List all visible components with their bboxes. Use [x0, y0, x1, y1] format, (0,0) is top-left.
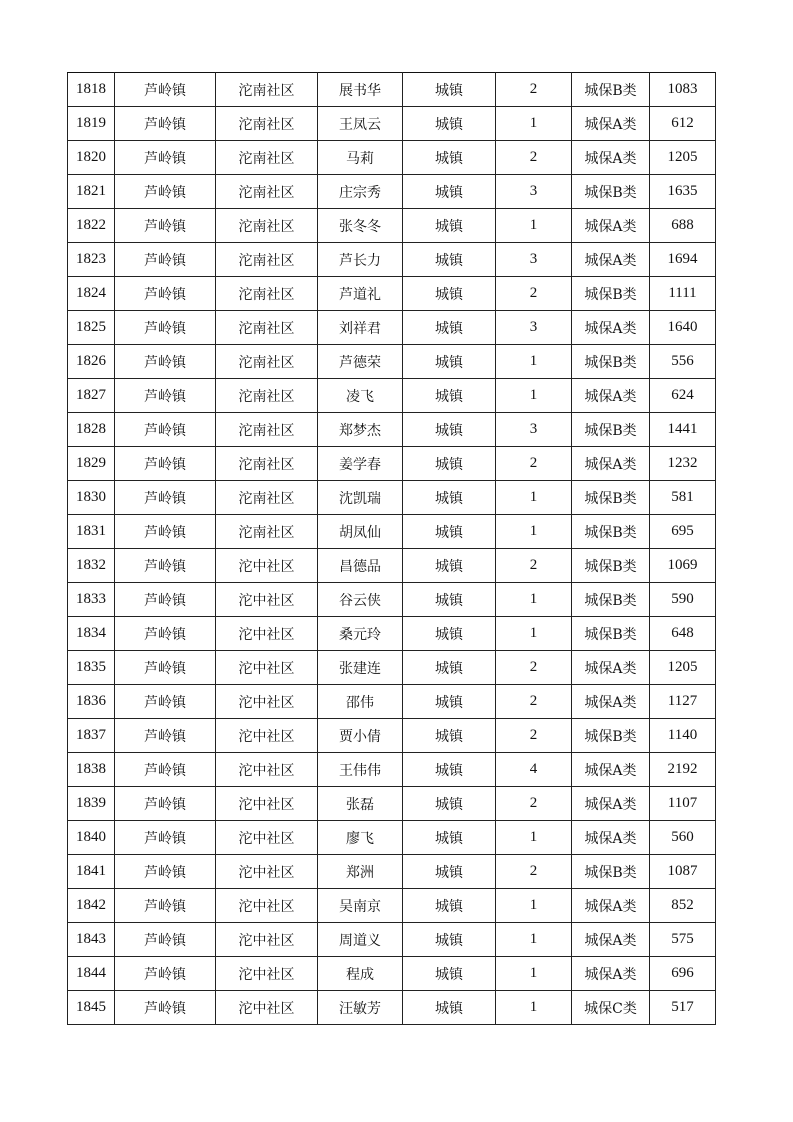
category-cell: 城保A类 — [572, 107, 650, 141]
town-cell: 芦岭镇 — [115, 515, 216, 549]
category-cell: 城保A类 — [572, 753, 650, 787]
town-cell: 芦岭镇 — [115, 821, 216, 855]
table-row — [68, 379, 716, 413]
category-cell: 城保A类 — [572, 243, 650, 277]
member-count-cell: 2 — [496, 855, 572, 889]
row-id-cell: 1832 — [68, 549, 115, 583]
person-name-cell: 周道义 — [318, 923, 403, 957]
amount-cell: 1083 — [650, 73, 716, 107]
town-cell: 芦岭镇 — [115, 311, 216, 345]
amount-cell: 560 — [650, 821, 716, 855]
row-id-cell: 1840 — [68, 821, 115, 855]
amount-cell: 1205 — [650, 651, 716, 685]
category-cell: 城保B类 — [572, 345, 650, 379]
table-row — [68, 685, 716, 719]
category-cell: 城保A类 — [572, 685, 650, 719]
town-cell: 芦岭镇 — [115, 617, 216, 651]
community-cell: 沱南社区 — [216, 73, 318, 107]
member-count-cell: 1 — [496, 481, 572, 515]
town-cell: 芦岭镇 — [115, 141, 216, 175]
person-name-cell: 马莉 — [318, 141, 403, 175]
row-id-cell: 1834 — [68, 617, 115, 651]
town-cell: 芦岭镇 — [115, 991, 216, 1025]
town-cell: 芦岭镇 — [115, 481, 216, 515]
community-cell: 沱中社区 — [216, 651, 318, 685]
member-count-cell: 1 — [496, 617, 572, 651]
household-type-cell: 城镇 — [403, 141, 496, 175]
household-type-cell: 城镇 — [403, 107, 496, 141]
person-name-cell: 展书华 — [318, 73, 403, 107]
category-cell: 城保C类 — [572, 991, 650, 1025]
category-cell: 城保B类 — [572, 73, 650, 107]
community-cell: 沱中社区 — [216, 991, 318, 1025]
town-cell: 芦岭镇 — [115, 209, 216, 243]
household-type-cell: 城镇 — [403, 73, 496, 107]
table-row — [68, 447, 716, 481]
category-cell: 城保A类 — [572, 379, 650, 413]
category-cell: 城保B类 — [572, 855, 650, 889]
amount-cell: 517 — [650, 991, 716, 1025]
household-type-cell: 城镇 — [403, 753, 496, 787]
row-id-cell: 1828 — [68, 413, 115, 447]
table-row — [68, 923, 716, 957]
community-cell: 沱南社区 — [216, 413, 318, 447]
person-name-cell: 凌飞 — [318, 379, 403, 413]
table-row — [68, 277, 716, 311]
table-row — [68, 957, 716, 991]
category-cell: 城保B类 — [572, 175, 650, 209]
town-cell: 芦岭镇 — [115, 719, 216, 753]
member-count-cell: 3 — [496, 175, 572, 209]
category-cell: 城保A类 — [572, 821, 650, 855]
community-cell: 沱南社区 — [216, 345, 318, 379]
row-id-cell: 1818 — [68, 73, 115, 107]
table-row — [68, 787, 716, 821]
person-name-cell: 昌德品 — [318, 549, 403, 583]
community-cell: 沱中社区 — [216, 583, 318, 617]
member-count-cell: 1 — [496, 583, 572, 617]
person-name-cell: 芦长力 — [318, 243, 403, 277]
amount-cell: 1694 — [650, 243, 716, 277]
row-id-cell: 1826 — [68, 345, 115, 379]
row-id-cell: 1825 — [68, 311, 115, 345]
community-cell: 沱南社区 — [216, 175, 318, 209]
category-cell: 城保B类 — [572, 719, 650, 753]
community-cell: 沱南社区 — [216, 311, 318, 345]
member-count-cell: 1 — [496, 379, 572, 413]
person-name-cell: 庄宗秀 — [318, 175, 403, 209]
person-name-cell: 邵伟 — [318, 685, 403, 719]
member-count-cell: 1 — [496, 991, 572, 1025]
table-row — [68, 821, 716, 855]
amount-cell: 696 — [650, 957, 716, 991]
amount-cell: 1107 — [650, 787, 716, 821]
household-type-cell: 城镇 — [403, 311, 496, 345]
community-cell: 沱中社区 — [216, 923, 318, 957]
household-type-cell: 城镇 — [403, 821, 496, 855]
person-name-cell: 芦道礼 — [318, 277, 403, 311]
row-id-cell: 1819 — [68, 107, 115, 141]
table-row — [68, 141, 716, 175]
household-type-cell: 城镇 — [403, 991, 496, 1025]
person-name-cell: 廖飞 — [318, 821, 403, 855]
amount-cell: 852 — [650, 889, 716, 923]
community-cell: 沱南社区 — [216, 515, 318, 549]
table-row — [68, 549, 716, 583]
household-type-cell: 城镇 — [403, 175, 496, 209]
table-row — [68, 345, 716, 379]
amount-cell: 1087 — [650, 855, 716, 889]
town-cell: 芦岭镇 — [115, 583, 216, 617]
town-cell: 芦岭镇 — [115, 685, 216, 719]
row-id-cell: 1843 — [68, 923, 115, 957]
person-name-cell: 程成 — [318, 957, 403, 991]
town-cell: 芦岭镇 — [115, 73, 216, 107]
table-row — [68, 855, 716, 889]
amount-cell: 648 — [650, 617, 716, 651]
table-row — [68, 889, 716, 923]
person-name-cell: 张冬冬 — [318, 209, 403, 243]
category-cell: 城保A类 — [572, 923, 650, 957]
member-count-cell: 2 — [496, 141, 572, 175]
person-name-cell: 郑洲 — [318, 855, 403, 889]
category-cell: 城保A类 — [572, 311, 650, 345]
town-cell: 芦岭镇 — [115, 107, 216, 141]
household-type-cell: 城镇 — [403, 957, 496, 991]
amount-cell: 695 — [650, 515, 716, 549]
member-count-cell: 1 — [496, 515, 572, 549]
member-count-cell: 2 — [496, 787, 572, 821]
household-type-cell: 城镇 — [403, 855, 496, 889]
row-id-cell: 1842 — [68, 889, 115, 923]
town-cell: 芦岭镇 — [115, 753, 216, 787]
town-cell: 芦岭镇 — [115, 855, 216, 889]
household-type-cell: 城镇 — [403, 617, 496, 651]
household-type-cell: 城镇 — [403, 685, 496, 719]
town-cell: 芦岭镇 — [115, 549, 216, 583]
household-type-cell: 城镇 — [403, 345, 496, 379]
community-cell: 沱中社区 — [216, 617, 318, 651]
row-id-cell: 1823 — [68, 243, 115, 277]
community-cell: 沱南社区 — [216, 107, 318, 141]
member-count-cell: 2 — [496, 651, 572, 685]
amount-cell: 1635 — [650, 175, 716, 209]
town-cell: 芦岭镇 — [115, 787, 216, 821]
table-row — [68, 719, 716, 753]
amount-cell: 590 — [650, 583, 716, 617]
table-row — [68, 617, 716, 651]
row-id-cell: 1827 — [68, 379, 115, 413]
category-cell: 城保A类 — [572, 447, 650, 481]
category-cell: 城保B类 — [572, 617, 650, 651]
member-count-cell: 1 — [496, 209, 572, 243]
category-cell: 城保B类 — [572, 515, 650, 549]
household-type-cell: 城镇 — [403, 583, 496, 617]
table-row — [68, 413, 716, 447]
amount-cell: 1232 — [650, 447, 716, 481]
person-name-cell: 姜学春 — [318, 447, 403, 481]
category-cell: 城保A类 — [572, 787, 650, 821]
table-row — [68, 107, 716, 141]
row-id-cell: 1830 — [68, 481, 115, 515]
household-type-cell: 城镇 — [403, 719, 496, 753]
table-row — [68, 243, 716, 277]
amount-cell: 581 — [650, 481, 716, 515]
member-count-cell: 3 — [496, 311, 572, 345]
amount-cell: 1140 — [650, 719, 716, 753]
household-type-cell: 城镇 — [403, 209, 496, 243]
person-name-cell: 胡凤仙 — [318, 515, 403, 549]
member-count-cell: 4 — [496, 753, 572, 787]
person-name-cell: 谷云侠 — [318, 583, 403, 617]
row-id-cell: 1844 — [68, 957, 115, 991]
member-count-cell: 1 — [496, 107, 572, 141]
row-id-cell: 1835 — [68, 651, 115, 685]
community-cell: 沱中社区 — [216, 753, 318, 787]
person-name-cell: 郑梦杰 — [318, 413, 403, 447]
row-id-cell: 1821 — [68, 175, 115, 209]
row-id-cell: 1839 — [68, 787, 115, 821]
household-type-cell: 城镇 — [403, 651, 496, 685]
table-row — [68, 991, 716, 1025]
category-cell: 城保A类 — [572, 957, 650, 991]
table-row — [68, 73, 716, 107]
member-count-cell: 1 — [496, 821, 572, 855]
member-count-cell: 1 — [496, 345, 572, 379]
community-cell: 沱中社区 — [216, 855, 318, 889]
town-cell: 芦岭镇 — [115, 277, 216, 311]
category-cell: 城保A类 — [572, 651, 650, 685]
category-cell: 城保B类 — [572, 583, 650, 617]
community-cell: 沱南社区 — [216, 379, 318, 413]
row-id-cell: 1829 — [68, 447, 115, 481]
amount-cell: 612 — [650, 107, 716, 141]
amount-cell: 1205 — [650, 141, 716, 175]
table-row — [68, 753, 716, 787]
person-name-cell: 汪敏芳 — [318, 991, 403, 1025]
member-count-cell: 3 — [496, 243, 572, 277]
household-type-cell: 城镇 — [403, 549, 496, 583]
amount-cell: 1111 — [650, 277, 716, 311]
household-type-cell: 城镇 — [403, 923, 496, 957]
row-id-cell: 1841 — [68, 855, 115, 889]
row-id-cell: 1836 — [68, 685, 115, 719]
member-count-cell: 2 — [496, 685, 572, 719]
town-cell: 芦岭镇 — [115, 923, 216, 957]
member-count-cell: 1 — [496, 889, 572, 923]
household-type-cell: 城镇 — [403, 447, 496, 481]
household-type-cell: 城镇 — [403, 515, 496, 549]
member-count-cell: 2 — [496, 447, 572, 481]
community-cell: 沱中社区 — [216, 889, 318, 923]
row-id-cell: 1824 — [68, 277, 115, 311]
row-id-cell: 1838 — [68, 753, 115, 787]
person-name-cell: 王凤云 — [318, 107, 403, 141]
person-name-cell: 贾小倩 — [318, 719, 403, 753]
member-count-cell: 2 — [496, 549, 572, 583]
person-name-cell: 桑元玲 — [318, 617, 403, 651]
category-cell: 城保B类 — [572, 481, 650, 515]
member-count-cell: 3 — [496, 413, 572, 447]
town-cell: 芦岭镇 — [115, 447, 216, 481]
table-row — [68, 481, 716, 515]
community-cell: 沱中社区 — [216, 685, 318, 719]
person-name-cell: 吴南京 — [318, 889, 403, 923]
person-name-cell: 芦德荣 — [318, 345, 403, 379]
household-type-cell: 城镇 — [403, 379, 496, 413]
amount-cell: 2192 — [650, 753, 716, 787]
town-cell: 芦岭镇 — [115, 889, 216, 923]
amount-cell: 1640 — [650, 311, 716, 345]
community-cell: 沱南社区 — [216, 243, 318, 277]
community-cell: 沱中社区 — [216, 549, 318, 583]
person-name-cell: 张磊 — [318, 787, 403, 821]
subsidy-roster-table — [67, 72, 716, 1025]
category-cell: 城保B类 — [572, 413, 650, 447]
table-row — [68, 209, 716, 243]
amount-cell: 688 — [650, 209, 716, 243]
category-cell: 城保A类 — [572, 141, 650, 175]
amount-cell: 1127 — [650, 685, 716, 719]
household-type-cell: 城镇 — [403, 787, 496, 821]
town-cell: 芦岭镇 — [115, 345, 216, 379]
table-row — [68, 175, 716, 209]
amount-cell: 556 — [650, 345, 716, 379]
amount-cell: 1069 — [650, 549, 716, 583]
category-cell: 城保B类 — [572, 277, 650, 311]
amount-cell: 1441 — [650, 413, 716, 447]
person-name-cell: 刘祥君 — [318, 311, 403, 345]
row-id-cell: 1845 — [68, 991, 115, 1025]
row-id-cell: 1833 — [68, 583, 115, 617]
row-id-cell: 1822 — [68, 209, 115, 243]
row-id-cell: 1831 — [68, 515, 115, 549]
community-cell: 沱中社区 — [216, 957, 318, 991]
member-count-cell: 2 — [496, 73, 572, 107]
household-type-cell: 城镇 — [403, 243, 496, 277]
row-id-cell: 1820 — [68, 141, 115, 175]
household-type-cell: 城镇 — [403, 277, 496, 311]
member-count-cell: 1 — [496, 923, 572, 957]
category-cell: 城保A类 — [572, 889, 650, 923]
category-cell: 城保A类 — [572, 209, 650, 243]
member-count-cell: 2 — [496, 719, 572, 753]
community-cell: 沱中社区 — [216, 821, 318, 855]
member-count-cell: 1 — [496, 957, 572, 991]
town-cell: 芦岭镇 — [115, 957, 216, 991]
person-name-cell: 沈凯瑞 — [318, 481, 403, 515]
person-name-cell: 张建连 — [318, 651, 403, 685]
row-id-cell: 1837 — [68, 719, 115, 753]
community-cell: 沱南社区 — [216, 209, 318, 243]
community-cell: 沱南社区 — [216, 277, 318, 311]
town-cell: 芦岭镇 — [115, 413, 216, 447]
table-row — [68, 583, 716, 617]
household-type-cell: 城镇 — [403, 481, 496, 515]
town-cell: 芦岭镇 — [115, 175, 216, 209]
category-cell: 城保B类 — [572, 549, 650, 583]
member-count-cell: 2 — [496, 277, 572, 311]
household-type-cell: 城镇 — [403, 413, 496, 447]
community-cell: 沱南社区 — [216, 481, 318, 515]
table-row — [68, 311, 716, 345]
household-type-cell: 城镇 — [403, 889, 496, 923]
community-cell: 沱南社区 — [216, 141, 318, 175]
community-cell: 沱中社区 — [216, 719, 318, 753]
table-row — [68, 651, 716, 685]
town-cell: 芦岭镇 — [115, 243, 216, 277]
community-cell: 沱中社区 — [216, 787, 318, 821]
town-cell: 芦岭镇 — [115, 651, 216, 685]
amount-cell: 575 — [650, 923, 716, 957]
community-cell: 沱南社区 — [216, 447, 318, 481]
town-cell: 芦岭镇 — [115, 379, 216, 413]
roster-body — [68, 73, 716, 1025]
amount-cell: 624 — [650, 379, 716, 413]
person-name-cell: 王伟伟 — [318, 753, 403, 787]
table-row — [68, 515, 716, 549]
